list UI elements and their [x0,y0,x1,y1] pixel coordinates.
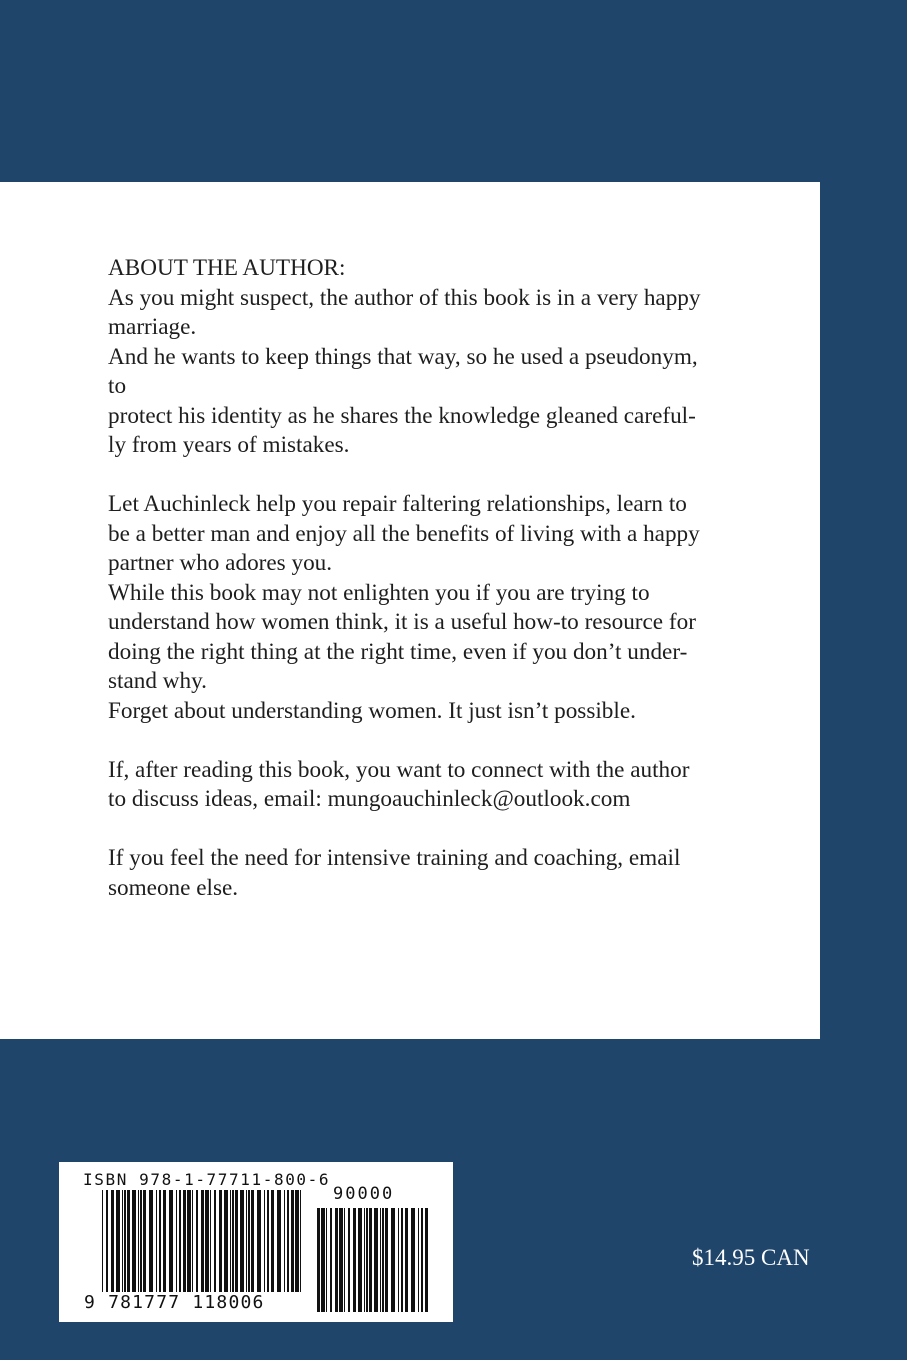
barcode-stripe [246,1190,247,1292]
paragraph-gap [108,815,798,845]
barcode-stripe [405,1208,408,1312]
barcode-stripe [267,1190,269,1292]
price-label: $14.95 CAN [692,1245,810,1270]
barcode-stripe [317,1208,320,1312]
barcode-stripe [257,1190,261,1292]
barcode-stripe [235,1190,238,1292]
barcode-stripe [353,1208,356,1312]
barcode-stripe [418,1208,419,1312]
barcode-stripe [326,1208,327,1312]
barcode-stripe [295,1190,299,1292]
barcode-stripe [230,1190,231,1292]
paragraph-gap [108,726,798,756]
barcode-stripe [251,1190,254,1292]
barcode-stripe [156,1190,157,1292]
about-heading: ABOUT THE AUTHOR: [108,255,346,281]
barcode-stripe [102,1190,103,1292]
back-cover-text-panel [0,182,820,1039]
barcode-stripe [205,1190,209,1292]
barcode-stripe [179,1190,181,1292]
barcode-stripe [321,1208,325,1312]
barcode-stripe [382,1208,384,1312]
barcode-stripe [124,1190,126,1292]
barcode-stripe [300,1190,301,1292]
barcode-stripe [111,1190,114,1292]
isbn-barcode [59,1162,453,1322]
barcode-stripe [224,1190,228,1292]
barcode-stripe [344,1208,345,1312]
barcode-stripe [192,1190,193,1292]
para2-line: understand how women think, it is a useful how-to resource for [108,609,696,635]
barcode-stripe [116,1190,120,1292]
barcode-stripe [364,1208,365,1312]
barcode-stripe [140,1190,142,1292]
para1-line: As you might suspect, the author of this book is in a very happy [108,284,701,311]
barcode-stripe [187,1190,191,1292]
barcode-stripe [287,1190,289,1292]
barcode-stripe [348,1208,350,1312]
barcode-stripe [271,1190,274,1292]
para1-line: to [108,373,127,399]
para2-line: stand why. [108,668,207,694]
barcode-stripe [201,1190,204,1292]
para1-line: ly from years of mistakes. [108,432,350,458]
barcode-stripe [277,1190,281,1292]
barcode-stripe [411,1208,415,1312]
barcode-stripe [183,1190,186,1292]
barcode-stripe [196,1190,198,1292]
para1-line: And he wants to keep things that way, so he used a pseudonym, [108,343,698,370]
para3-line: If, after reading this book, you want to connect with the author [108,756,690,783]
addon-digits: 90000 [333,1184,395,1204]
para4-line: someone else. [108,874,239,901]
para2-line: Let Auchinleck help you repair faltering relationships, learn to [108,491,687,517]
barcode-stripe [127,1190,130,1292]
barcode-stripe [219,1190,222,1292]
barcode-stripe [210,1190,211,1292]
barcode-stripe [138,1190,139,1292]
barcode-stripe [335,1208,338,1312]
ean-digits: 9 781777 118006 [84,1292,265,1313]
barcode-stripe [391,1208,395,1312]
isbn-label: ISBN 978-1-77711-800-6 [83,1170,331,1189]
para2-line: be a better man and enjoy all the benefits of living with a happy [108,520,700,547]
barcode-stripe [122,1190,123,1292]
barcode-stripe [159,1190,161,1292]
barcode-stripe [149,1190,153,1292]
paragraph-gap [108,461,798,491]
para2-line: partner who adores you. [108,550,333,576]
para2-line: Forget about understanding women. It just isn’t possible. [108,697,636,724]
barcode-stripe [358,1208,362,1312]
barcode-stripe [248,1190,250,1292]
para2-line: doing the right thing at the right time, even if you don’t under- [108,638,688,665]
barcode-stripe [284,1190,285,1292]
barcode-stripe [240,1190,244,1292]
barcode-stripe [176,1190,177,1292]
barcode-stripe [291,1190,294,1292]
barcode-stripe [214,1190,216,1292]
barcode-stripe [385,1208,388,1312]
barcode-stripe [425,1208,428,1312]
barcode-stripe [264,1190,265,1292]
barcode-stripe [401,1208,403,1312]
barcode-stripe [169,1190,173,1292]
para4-line: If you feel the need for intensive training and coaching, email [108,845,681,871]
barcode-stripe [330,1208,332,1312]
para2-line: While this book may not enlighten you if you are trying to [108,579,650,606]
barcode-stripe [106,1190,108,1292]
barcode-stripe [339,1208,343,1312]
para1-line: marriage. [108,314,197,340]
barcode-stripe [143,1190,146,1292]
barcode-stripe [163,1190,166,1292]
barcode-stripe [374,1208,378,1312]
barcode-stripe [421,1208,423,1312]
para1-line: protect his identity as he shares the knowledge gleaned careful- [108,402,696,429]
about-author-text [108,254,798,903]
barcode-stripe [398,1208,399,1312]
barcode-stripe [369,1208,372,1312]
barcode-stripe [132,1190,136,1292]
barcode-stripe [380,1208,381,1312]
barcode-stripe [366,1208,368,1312]
barcode-stripe [232,1190,234,1292]
para3-line: to discuss ideas, email: mungoauchinleck@outlook.com [108,786,631,812]
